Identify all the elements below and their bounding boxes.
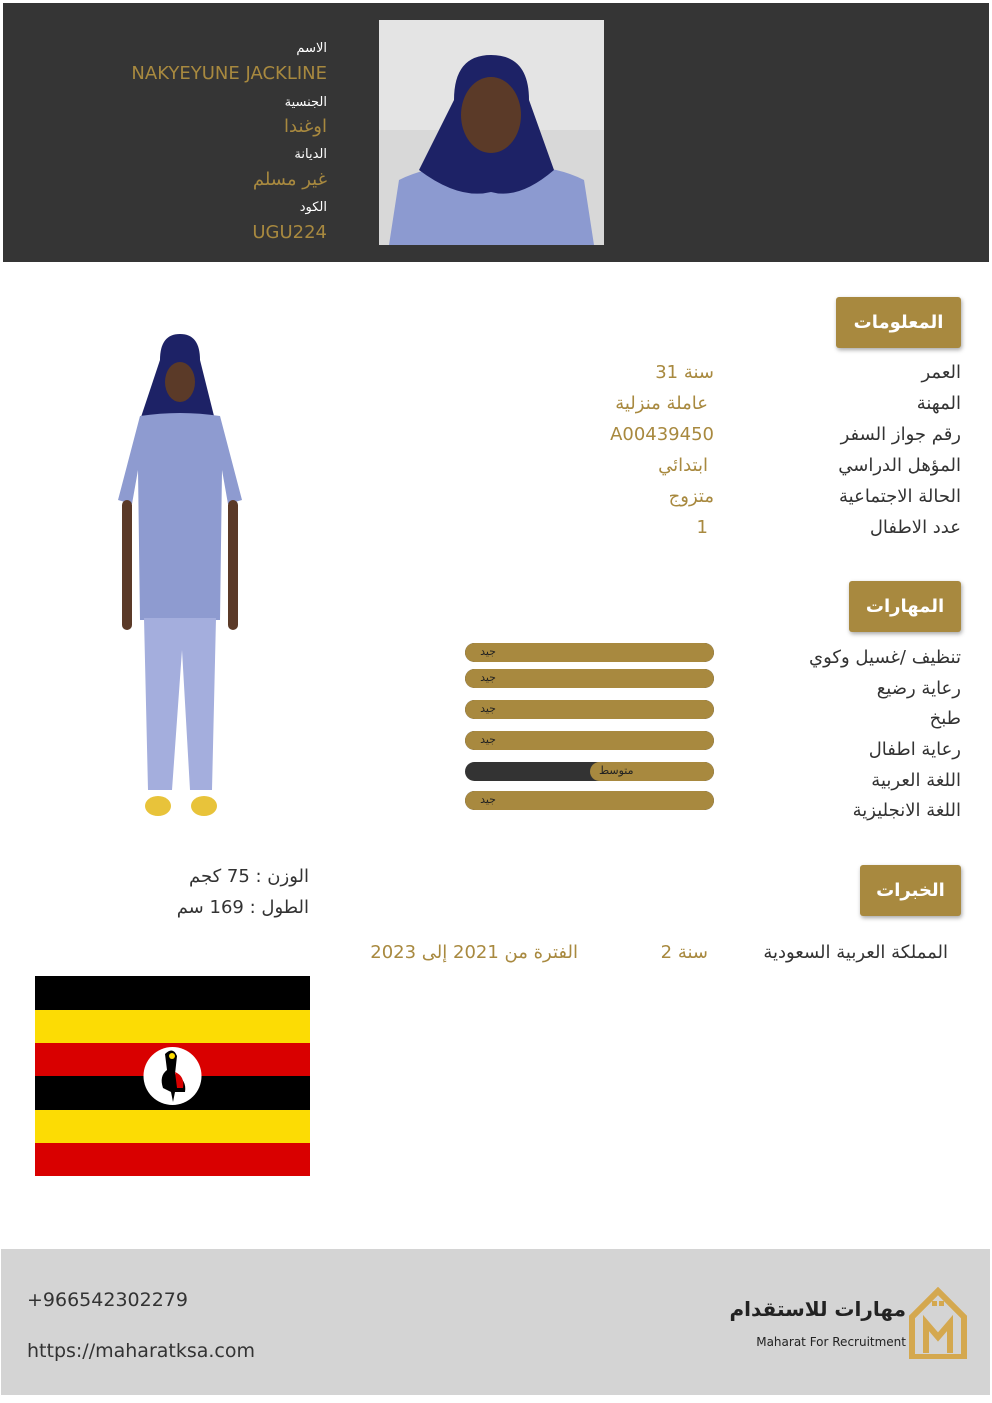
skill-level-text: جيد [480,702,496,715]
religion-label: الديانة [294,147,327,162]
footer-website[interactable]: https://maharatksa.com [27,1340,256,1362]
skill-level-fill [465,643,714,662]
skill-label: رعاية رضيع [876,678,961,699]
code-value: UGU224 [252,222,327,243]
nationality-value: اوغندا [284,116,327,137]
skill-level-fill [465,791,714,810]
info-section-title: المعلومات [836,297,961,348]
footer-phone: +966542302279 [27,1289,188,1311]
logo-english-text: Maharat For Recruitment [756,1335,906,1349]
logo-arabic-text: مهارات للاستقدام [729,1297,906,1321]
skill-label: طبخ [929,708,961,729]
skill-level-text: جيد [480,733,496,746]
experience-country: المملكة العربية السعودية [763,942,948,963]
height-text: الطول : 169 سم [176,897,309,918]
info-label-age: العمر [921,362,961,383]
info-label-profession: المهنة [916,393,961,414]
uganda-flag [35,976,310,1176]
full-body-photo [100,320,260,840]
portrait-photo [379,20,604,245]
footer [1,1249,990,1395]
skill-level-text: جيد [480,793,496,806]
skill-level-fill [465,669,714,688]
info-value-age: 31 سنة [655,362,714,383]
experience-section-title: الخبرات [860,865,961,916]
logo-house-icon [908,1287,968,1359]
skill-level-bar [465,669,714,688]
name-label: الاسم [296,41,327,56]
info-label-education: المؤهل الدراسي [838,455,961,476]
info-value-education: ابتدائي [658,455,708,476]
info-value-marital: متزوج [668,486,714,507]
skill-level-text: جيد [480,645,496,658]
skill-level-bar [465,700,714,719]
code-label: الكود [299,200,327,215]
skill-level-bar [465,731,714,750]
religion-value: غير مسلم [252,169,327,190]
skill-label: رعاية اطفال [868,739,961,760]
info-value-profession: عاملة منزلية [615,393,708,414]
weight-text: الوزن : 75 كجم [189,866,309,887]
skill-level-text: متوسط [598,764,634,777]
experience-duration: 2 سنة [660,942,708,963]
skill-level-bar [465,643,714,662]
skill-level-fill [465,731,714,750]
skill-label: اللغة العربية [871,770,961,791]
nationality-label: الجنسية [284,95,327,110]
skill-label: تنظيف /غسيل وكوي [809,647,961,668]
name-value: NAKYEYUNE JACKLINE [131,63,327,84]
skill-label: اللغة الانجليزية [852,800,961,821]
company-logo [729,1287,968,1359]
skill-level-bar [465,762,714,781]
info-value-passport: A00439450 [610,424,714,445]
skill-level-bar [465,791,714,810]
info-value-children: 1 [696,517,708,538]
skill-level-fill [465,700,714,719]
info-label-passport: رقم جواز السفر [840,424,961,445]
skill-level-text: جيد [480,671,496,684]
info-label-marital: الحالة الاجتماعية [839,486,961,507]
skills-section-title: المهارات [849,581,961,632]
info-label-children: عدد الاطفال [869,517,961,538]
experience-period: الفترة من 2021 إلى 2023 [370,942,578,963]
